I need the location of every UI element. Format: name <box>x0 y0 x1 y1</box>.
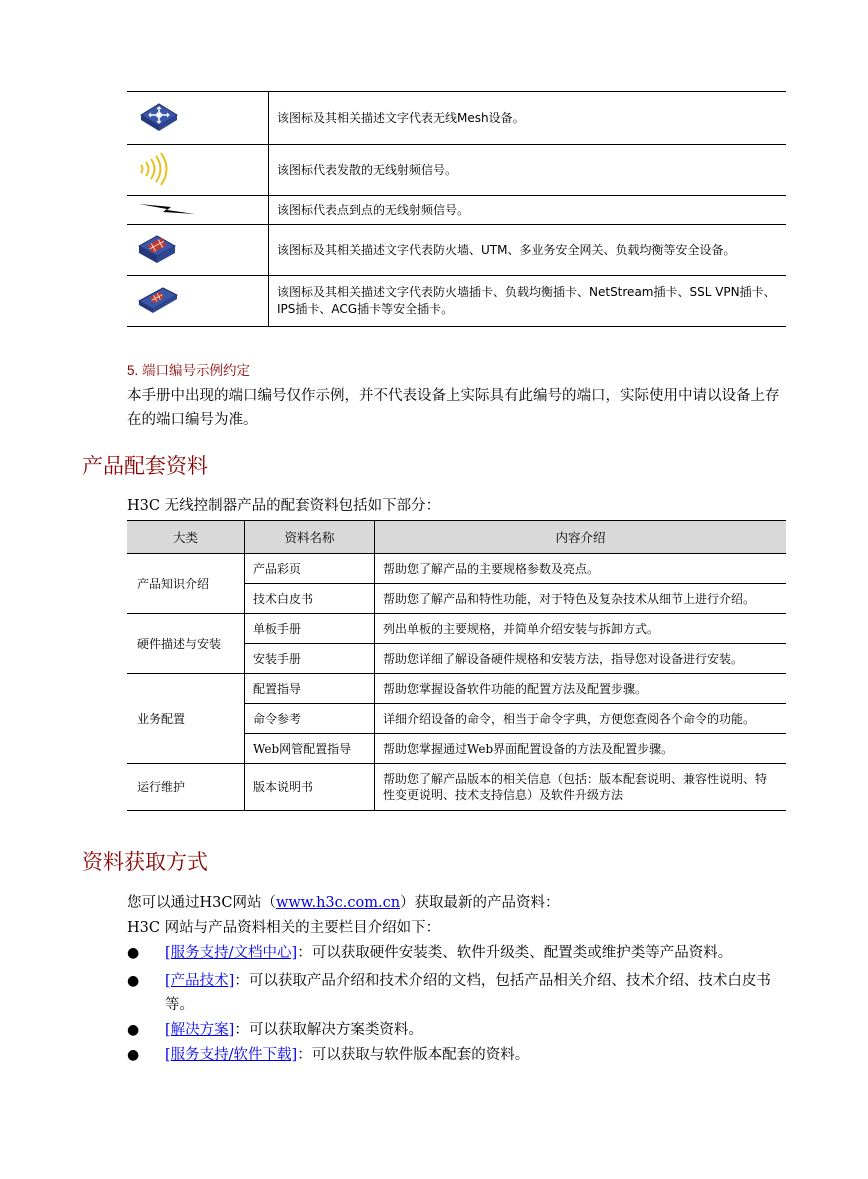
product-tech-link[interactable]: [产品技术] <box>165 973 235 989</box>
bullet-icon: ● <box>127 973 140 989</box>
icon-description: 该图标及其相关描述文字代表防火墙插卡、负载均衡插卡、NetStream插卡、SSL VPN插卡、IPS插卡、ACG插卡等安全插卡。 <box>269 276 787 327</box>
header-category: 大类 <box>127 521 245 554</box>
bullet-text: ：可以获取与软件版本配套的资料。 <box>297 1047 530 1063</box>
obtain-line1-pre: 您可以通过H3C网站（ <box>127 895 276 911</box>
doc-name: Web网管配置指导 <box>245 734 375 764</box>
software-download-link[interactable]: [服务支持/软件下载] <box>165 1047 298 1063</box>
icon-cell <box>127 276 269 327</box>
header-name: 资料名称 <box>245 521 375 554</box>
icon-row <box>127 196 786 225</box>
doc-name: 配置指导 <box>245 674 375 704</box>
category-cell: 运行维护 <box>127 764 245 811</box>
icon-cell <box>127 196 269 225</box>
doc-desc: 帮助您掌握设备软件功能的配置方法及配置步骤。 <box>375 674 787 704</box>
p2p-signal-icon <box>137 201 197 217</box>
category-cell: 产品知识介绍 <box>127 554 245 614</box>
header-desc: 内容介绍 <box>375 521 787 554</box>
icon-description: 该图标代表发散的无线射频信号。 <box>269 145 787 196</box>
icon-row <box>127 225 786 276</box>
icon-description: 该图标及其相关描述文字代表无线Mesh设备。 <box>277 110 525 125</box>
icon-cell <box>127 225 269 276</box>
obtain-line1 <box>127 891 787 915</box>
icon-row <box>127 145 786 196</box>
obtain-line1-post: ）获取最新的产品资料： <box>400 895 560 911</box>
doc-desc: 帮助您了解产品版本的相关信息（包括：版本配套说明、兼容性说明、特性变更说明、技术支持信息）及软件升级方法 <box>375 764 787 811</box>
firewall-icon <box>137 232 177 266</box>
icon-cell <box>127 145 269 196</box>
table-row <box>127 764 786 811</box>
bullet-icon: ● <box>127 945 140 961</box>
doc-desc: 列出单板的主要规格，并简单介绍安装与拆卸方式。 <box>375 614 787 644</box>
obtain-heading: 资料获取方式 <box>82 850 208 874</box>
solutions-link[interactable]: [解决方案] <box>165 1022 235 1038</box>
doc-desc: 帮助您了解产品的主要规格参数及亮点。 <box>375 554 787 584</box>
radiated-signal-icon <box>137 151 171 187</box>
doc-desc: 帮助您详细了解设备硬件规格和安装方法，指导您对设备进行安装。 <box>375 644 787 674</box>
bullet-text: ：可以获取解决方案类资料。 <box>234 1022 423 1038</box>
icon-legend-table <box>127 91 786 327</box>
doc-name: 安装手册 <box>245 644 375 674</box>
icon-description: 该图标代表点到点的无线射频信号。 <box>269 196 787 225</box>
doc-name: 技术白皮书 <box>245 584 375 614</box>
obtain-line2: H3C 网站与产品资料相关的主要栏目介绍如下： <box>127 920 441 936</box>
icon-row <box>127 276 786 327</box>
doc-name: 命令参考 <box>245 704 375 734</box>
bullet-icon: ● <box>127 1022 140 1038</box>
doc-desc: 帮助您了解产品和特性功能，对于特色及复杂技术从细节上进行介绍。 <box>375 584 787 614</box>
h3c-website-link[interactable]: www.h3c.com.cn <box>275 895 401 911</box>
doc-name: 版本说明书 <box>245 764 375 811</box>
icon-description: 该图标及其相关描述文字代表防火墙、UTM、多业务安全网关、负载均衡等安全设备。 <box>269 225 787 276</box>
doc-center-link[interactable]: [服务支持/文档中心] <box>165 945 298 961</box>
bullet-text: ：可以获取硬件安装类、软件升级类、配置类或维护类等产品资料。 <box>297 945 733 961</box>
mesh-device-icon <box>137 101 181 133</box>
doc-name: 产品彩页 <box>245 554 375 584</box>
docs-table-header <box>127 521 786 554</box>
docs-intro: H3C 无线控制器产品的配套资料包括如下部分： <box>127 498 441 514</box>
table-row <box>127 674 786 704</box>
doc-name: 单板手册 <box>245 614 375 644</box>
category-cell: 业务配置 <box>127 674 245 764</box>
port-section-body: 本手册中出现的端口编号仅作示例，并不代表设备上实际具有此编号的端口，实际使用中请以设备上存在的端口编号为准。 <box>127 388 780 428</box>
table-row <box>127 614 786 644</box>
icon-cell <box>127 92 269 145</box>
firewall-card-icon <box>137 285 179 315</box>
bullet-text: ：可以获取产品介绍和技术介绍的文档，包括产品相关介绍、技术介绍、技术白皮书等。 <box>165 973 771 1013</box>
table-row <box>127 554 786 584</box>
docs-table <box>127 520 786 811</box>
bullet-icon: ● <box>127 1047 140 1063</box>
docs-heading: 产品配套资料 <box>82 454 208 478</box>
icon-row <box>127 92 786 145</box>
port-section-heading: 5. 端口编号示例约定 <box>127 363 251 378</box>
category-cell: 硬件描述与安装 <box>127 614 245 674</box>
doc-desc: 帮助您掌握通过Web界面配置设备的方法及配置步骤。 <box>375 734 787 764</box>
doc-desc: 详细介绍设备的命令，相当于命令字典，方便您查阅各个命令的功能。 <box>375 704 787 734</box>
